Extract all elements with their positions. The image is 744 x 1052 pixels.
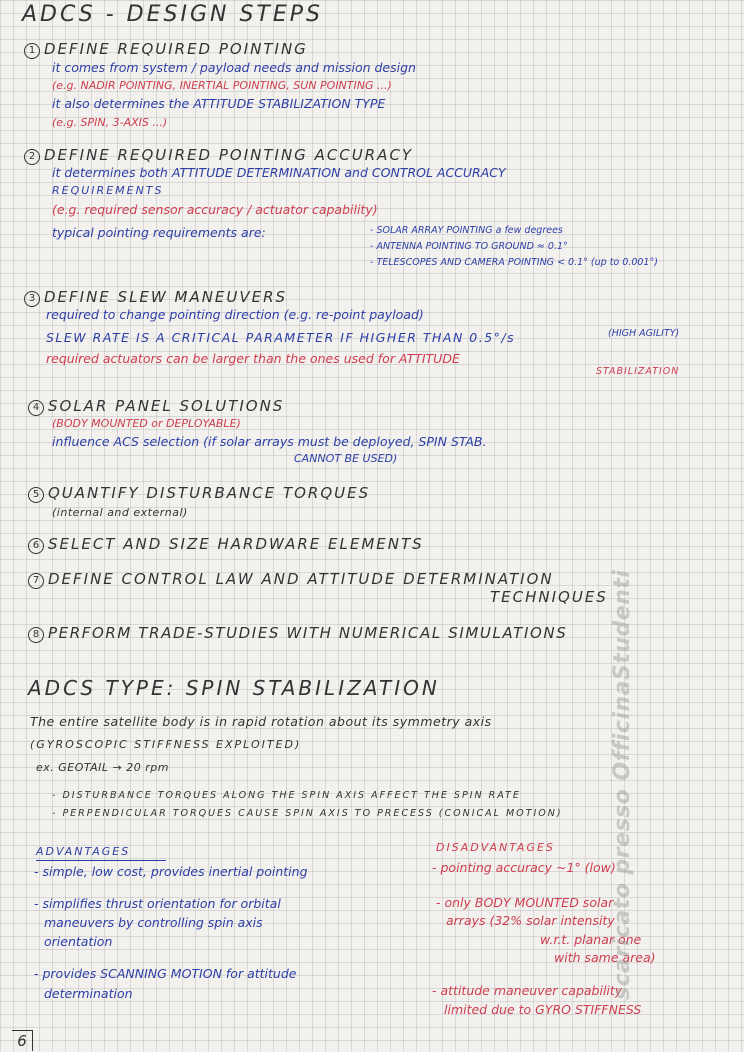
step-1-line: (e.g. NADIR POINTING, INERTIAL POINTING, SUN POINTING ...) [52,79,392,92]
step-title: SELECT AND SIZE HARDWARE ELEMENTS [48,535,424,553]
intro-line: ex. GEOTAIL → 20 rpm [36,761,169,774]
step-6-heading [28,535,424,554]
step-3-line: STABILIZATION [596,366,680,377]
step-4-line: CANNOT BE USED) [294,452,398,465]
step-2-line: REQUIREMENTS [52,184,164,197]
advantage-item: maneuvers by controlling spin axis [44,915,263,930]
step-3-heading [24,288,287,307]
step-2-line: (e.g. required sensor accuracy / actuator capability) [52,202,378,217]
disadvantage-item: limited due to GYRO STIFFNESS [444,1002,642,1017]
disadvantages-title: DISADVANTAGES [436,841,555,854]
step-number: 7 [28,573,44,589]
step-number: 6 [28,538,44,554]
step-7-line: TECHNIQUES [490,588,608,606]
step-3-line: required actuators can be larger than the ones used for ATTITUDE [46,351,460,366]
step-4-heading [28,397,284,416]
step-title: DEFINE SLEW MANEUVERS [44,288,288,306]
advantage-item: orientation [44,934,113,949]
step-8-heading [28,624,567,643]
watermark: scaricato presso OfficinaStudenti [610,569,635,1000]
advantage-item: - simple, low cost, provides inertial pointing [34,864,308,879]
step-3-line: SLEW RATE IS A CRITICAL PARAMETER IF HIGHER THAN 0.5°/s [46,330,516,345]
step-1-line: it also determines the ATTITUDE STABILIZATION TYPE [52,96,386,111]
step-title: DEFINE CONTROL LAW AND ATTITUDE DETERMINATION [48,570,554,588]
step-2-bullet: - ANTENNA POINTING TO GROUND ≈ 0.1° [370,241,568,252]
advantages-underline [36,860,166,861]
advantage-item: - simplifies thrust orientation for orbital [34,896,281,911]
step-2-bullet: - TELESCOPES AND CAMERA POINTING < 0.1° (up to 0.001°) [370,257,658,268]
step-number: 3 [24,291,40,307]
step-2-heading [24,146,413,165]
step-5-line: (internal and external) [52,506,188,519]
bullet-line: - PERPENDICULAR TORQUES CAUSE SPIN AXIS TO PRECESS (CONICAL MOTION) [52,808,563,819]
intro-line: The entire satellite body is in rapid rotation about its symmetry axis [30,714,492,729]
step-title: QUANTIFY DISTURBANCE TORQUES [48,484,371,502]
step-1-line: (e.g. SPIN, 3-AXIS ...) [52,116,168,129]
intro-line: (GYROSCOPIC STIFFNESS EXPLOITED) [30,738,302,751]
step-2-line: typical pointing requirements are: [52,225,266,240]
step-2-bullet: - SOLAR ARRAY POINTING a few degrees [370,225,563,236]
step-3-line: required to change pointing direction (e.g. re-point payload) [46,307,424,322]
advantage-item: determination [44,986,133,1001]
page-number: 6 [12,1030,33,1051]
step-title: DEFINE REQUIRED POINTING ACCURACY [44,146,414,164]
step-number: 2 [24,149,40,165]
disadvantage-item: - only BODY MOUNTED solar [436,895,614,910]
bullet-line: - DISTURBANCE TORQUES ALONG THE SPIN AXIS AFFECT THE SPIN RATE [52,790,521,801]
step-1-line: it comes from system / payload needs and mission design [52,60,416,75]
step-5-heading [28,484,370,503]
step-2-line: it determines both ATTITUDE DETERMINATION and CONTROL ACCURACY [52,165,506,180]
step-number: 1 [24,43,40,59]
disadvantage-item: - pointing accuracy ~1° (low) [432,860,616,875]
disadvantage-item: w.r.t. planar one [540,932,642,947]
disadvantage-item: arrays (32% solar intensity [446,913,615,928]
disadvantage-item: - attitude maneuver capability [432,983,623,998]
step-number: 5 [28,487,44,503]
section-title: ADCS TYPE: SPIN STABILIZATION [28,676,440,700]
step-1-heading [24,40,308,59]
step-title: PERFORM TRADE-STUDIES WITH NUMERICAL SIMULATIONS [48,624,568,642]
advantages-title: ADVANTAGES [36,845,131,858]
step-number: 4 [28,400,44,416]
step-4-line: (BODY MOUNTED or DEPLOYABLE) [52,417,241,430]
advantage-item: - provides SCANNING MOTION for attitude [34,966,297,981]
step-title: SOLAR PANEL SOLUTIONS [48,397,285,415]
step-3-line: (HIGH AGILITY) [608,328,680,339]
disadvantage-item: with same area) [554,950,656,965]
step-title: DEFINE REQUIRED POINTING [44,40,308,58]
step-7-heading [28,570,554,589]
page-title: ADCS - DESIGN STEPS [22,2,323,27]
step-4-line: influence ACS selection (if solar arrays must be deployed, SPIN STAB. [52,434,487,449]
step-number: 8 [28,627,44,643]
